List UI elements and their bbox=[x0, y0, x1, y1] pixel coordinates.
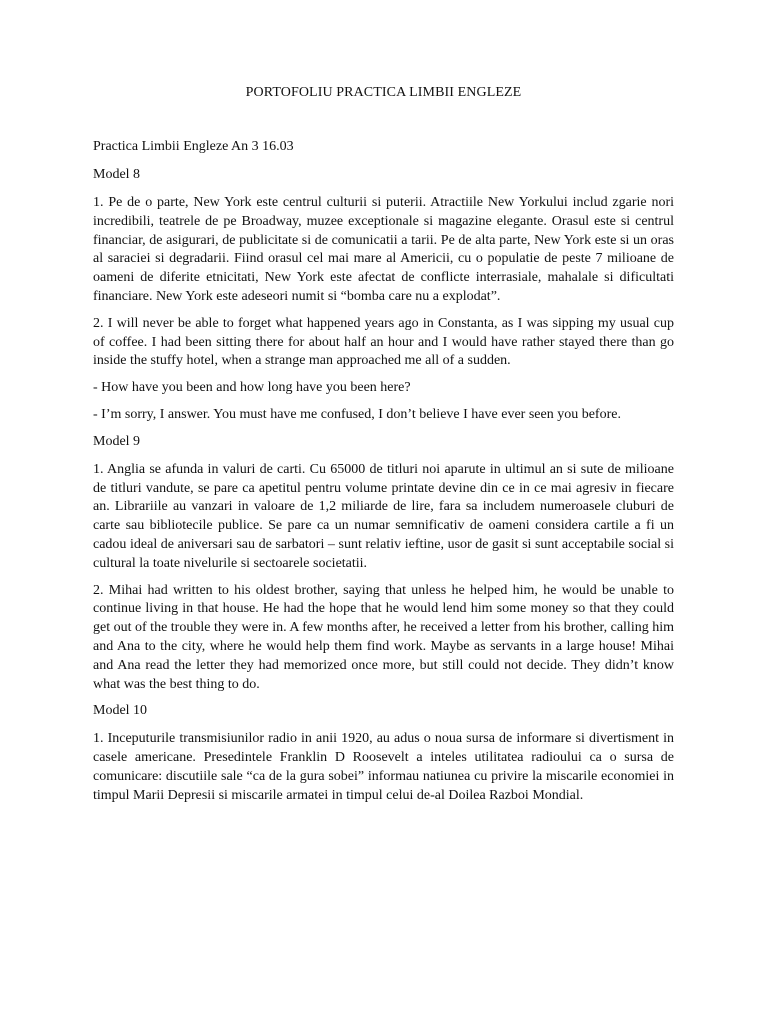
section-model-8 bbox=[93, 166, 674, 425]
section-heading: Model 8 bbox=[93, 167, 141, 182]
dialogue-line: - I’m sorry, I answer. You must have me confused, I don’t believe I have ever seen you before. bbox=[93, 406, 621, 422]
paragraph: 1. Anglia se afunda in valuri de carti. Cu 65000 de titluri noi aparute in ultimul an si sute de milioane de titluri vandute, se pare ca apetitul pentru volume printate devine din ce in ce mai agresiv in fiecare an. Librariile au vanzari in valoare de 1,2 miliarde de lire, fara sa includem numeroasele cluburi de carte sau bibliotecile publice. Se pare ca un numar semnificativ de oameni considera cartile a fi un cadou ideal de aniversari sau de sarbatori – sunt relativ ieftine, usor de gasit si sunt acceptabile social si cultural la toate nivelurile si sectoarele societatii. bbox=[93, 461, 674, 571]
document-subtitle: Practica Limbii Engleze An 3 16.03 bbox=[93, 139, 294, 154]
section-model-9 bbox=[93, 433, 674, 695]
section-heading: Model 9 bbox=[93, 433, 141, 449]
paragraph: 1. Inceputurile transmisiunilor radio in anii 1920, au adus o noua sursa de informare si divertisment in casele americane. Presedintele Franklin D Roosevelt a inteles utilitatea radioului ca o sursa de comunicare: discutiile sale “ca de la gura sobei” informau natiunea cu privire la miscarile economiei in timpul Marii Depresii si miscarile armatei in timpul celui de-al Doilea Razboi Mondial. bbox=[93, 731, 674, 803]
section-model-10 bbox=[93, 702, 674, 805]
document-title: PORTOFOLIU PRACTICA LIMBII ENGLEZE bbox=[245, 85, 522, 100]
paragraph: 1. Pe de o parte, New York este centrul culturii si puterii. Atractiile New Yorkului includ zgarie nori incredibili, teatrele de pe Broadway, muzee exceptionale si magazine elegante. Orasul este si centrul financiar, de asigurari, de publicitate si de comunicatii a tarii. Pe de alta parte, New York este si un oras al saraciei si degradarii. Fiind orasul cel mai mare al Americii, cu o populatie de peste 7 milioane de oameni de diferite etnicitati, New York este afectat de conflicte interrasiale, mahalale si dificultati financiare. New York este adeseori numit si “bomba care nu a explodat”. bbox=[93, 195, 674, 304]
paragraph: 2. I will never be able to forget what happened years ago in Constanta, as I was sipping my usual cup of coffee. I had been sitting there for about half an hour and I would have rather stayed there than go inside the stuffy hotel, when a strange man approached me all of a sudden. bbox=[93, 315, 674, 369]
section-heading: Model 10 bbox=[93, 703, 148, 719]
paragraph: 2. Mihai had written to his oldest brother, saying that unless he helped him, he would be unable to continue living in that house. He had the hope that he would lend him some money so that they could get out of the trouble they were in. A few months after, he received a letter from his brother, calling him and Ana to the city, where he would help them find work. Maybe as servants in a large house! Mihai and Ana read the letter they had memorized once more, but still could not decide. They didn’t know what was the best thing to do. bbox=[93, 582, 674, 692]
dialogue-line: - How have you been and how long have you been here? bbox=[93, 380, 411, 396]
